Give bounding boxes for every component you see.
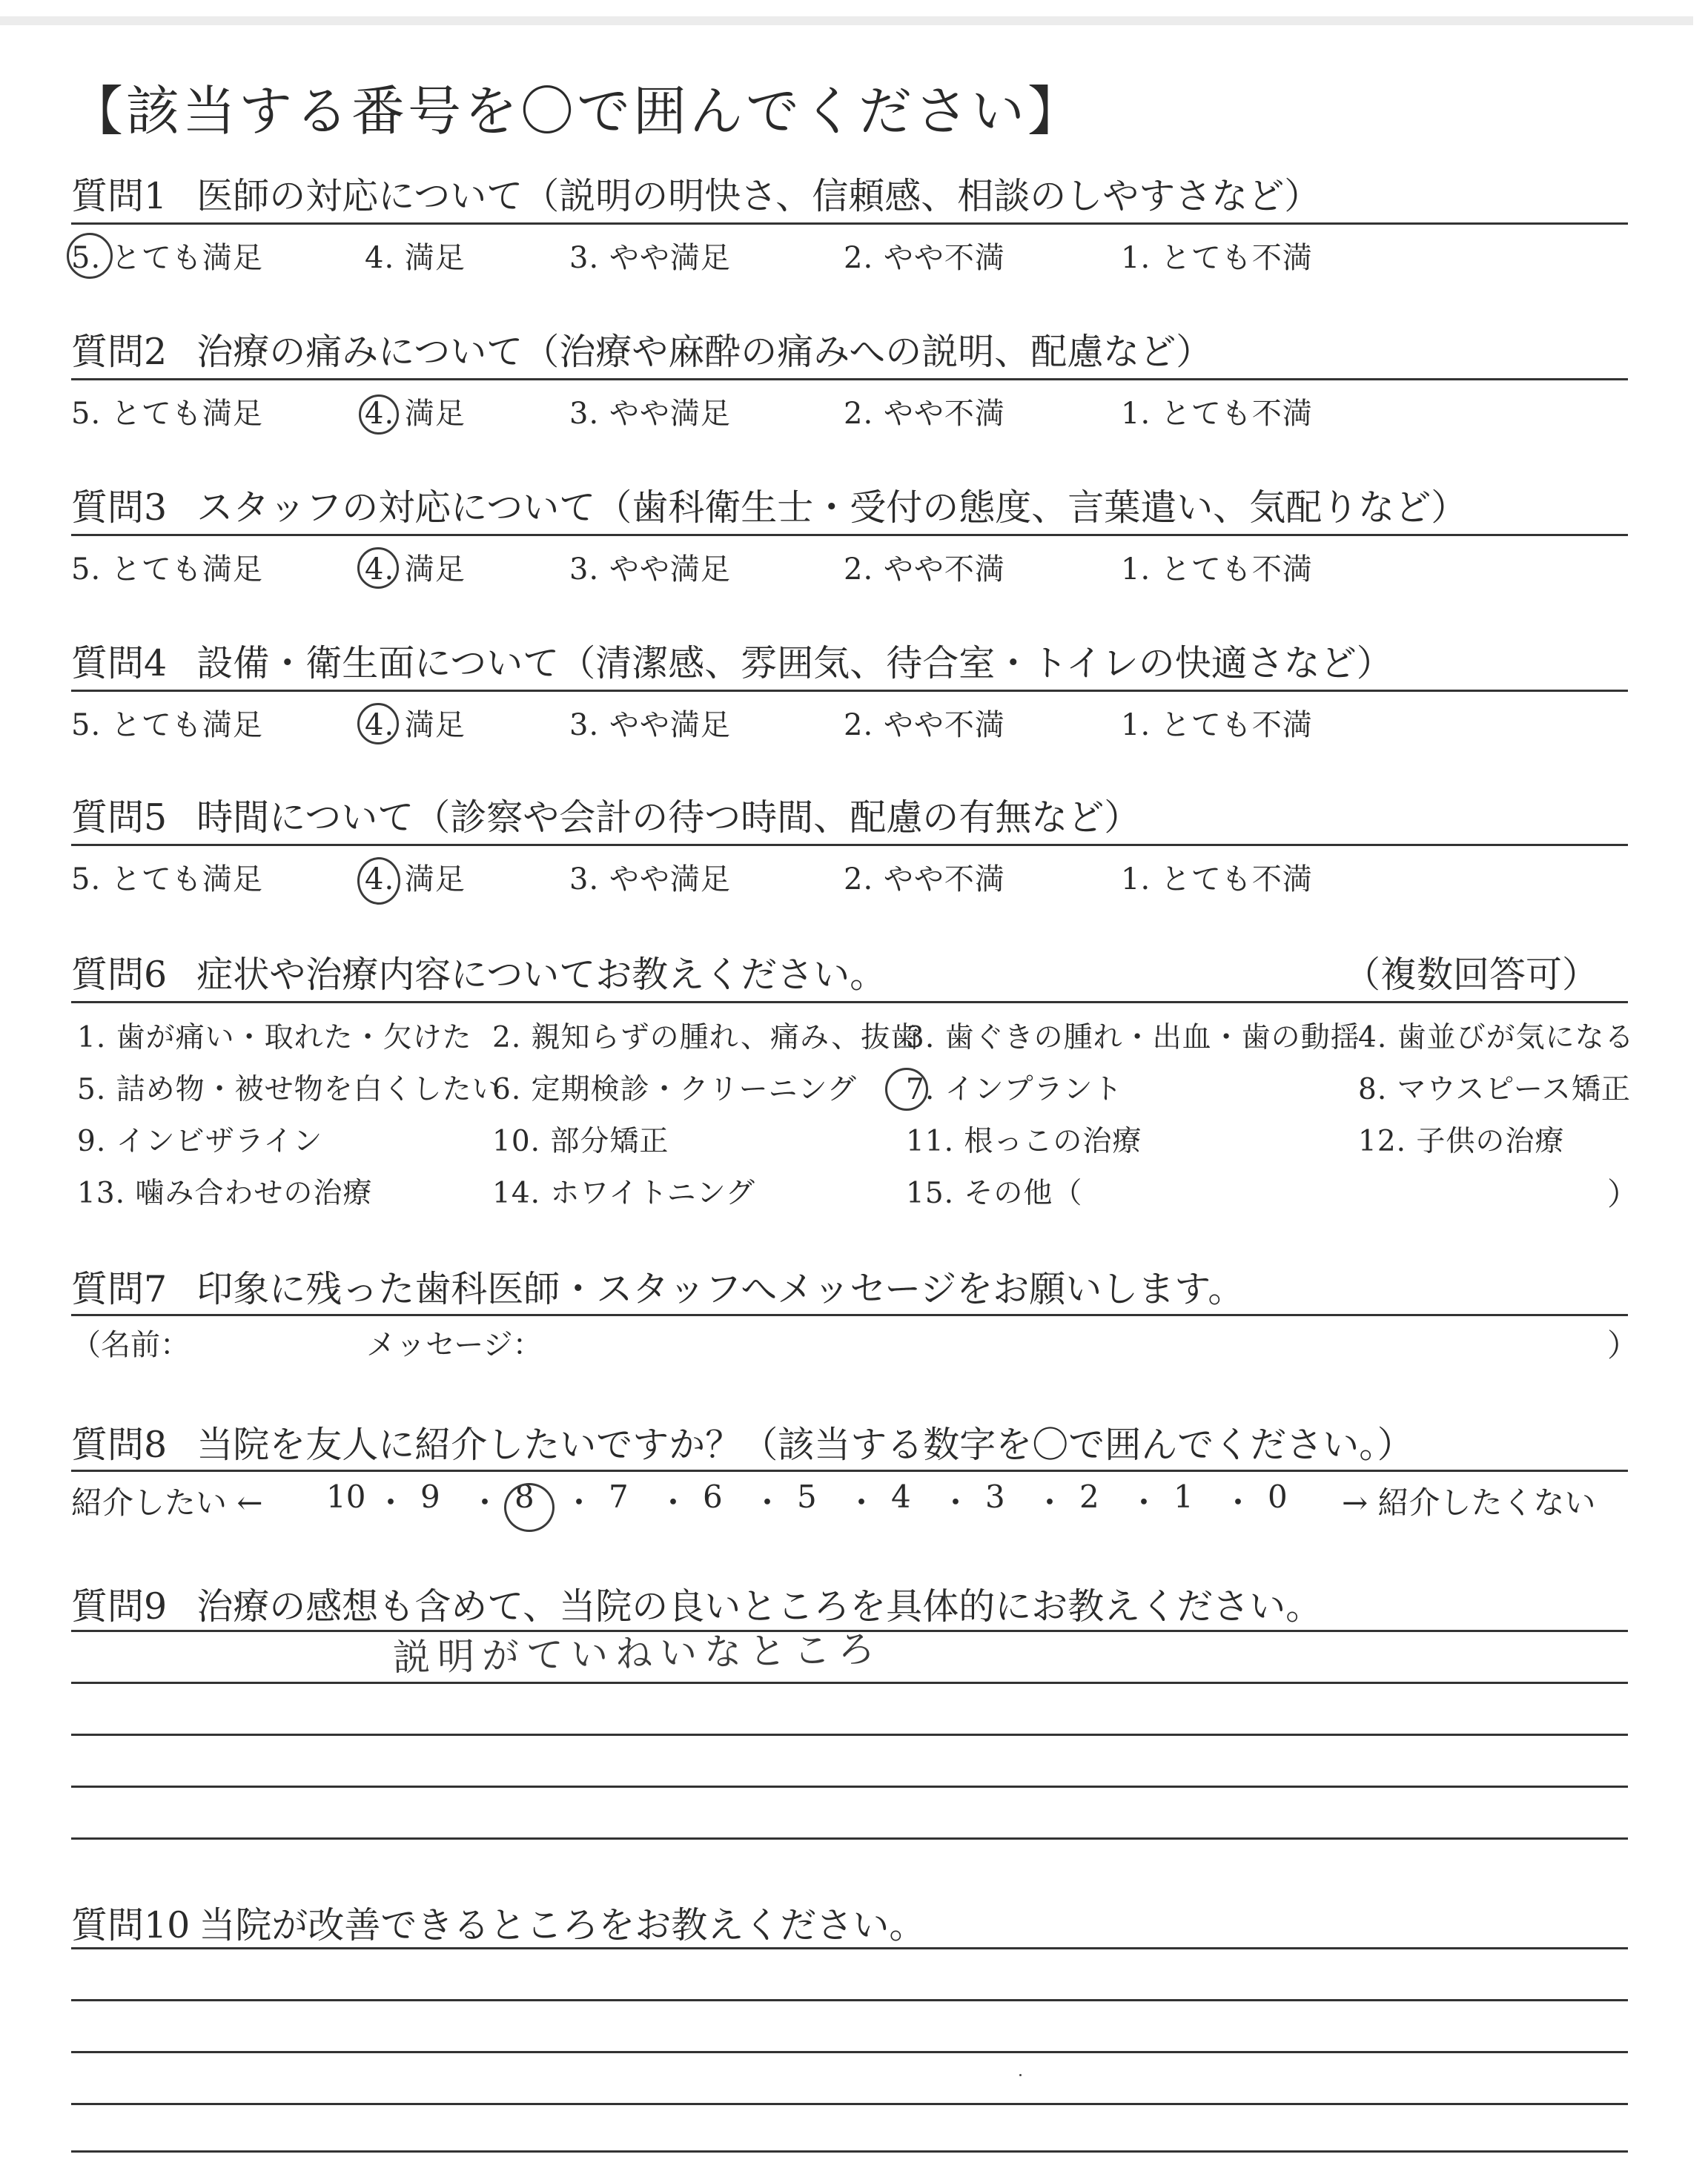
q6-option-8[interactable]: 8. マウスピース矯正 — [1358, 1073, 1631, 1106]
q1-option-4[interactable]: 4. 満足 — [365, 241, 466, 275]
q8-scale-separator: ・ — [752, 1484, 784, 1521]
q2-label: 質問2 — [71, 331, 168, 373]
q5-label: 質問5 — [71, 796, 168, 839]
q3-option-1[interactable]: 1. とても不満 — [1121, 552, 1313, 587]
q10-heading — [71, 1897, 925, 1949]
q9-label: 質問9 — [71, 1585, 168, 1628]
q8-scale-separator: ・ — [846, 1484, 878, 1521]
q6-other-close-paren: ） — [1607, 1176, 1639, 1212]
q1-rule — [71, 222, 1628, 225]
q3-heading — [71, 479, 1467, 531]
q5-text: 時間について（診察や会計の待つ時間、配慮の有無など） — [196, 796, 1141, 839]
q6-heading — [71, 946, 886, 998]
q9-answer-line-3 — [71, 1734, 1628, 1736]
q8-scale-value[interactable]: 5 — [797, 1479, 817, 1515]
q8-scale-separator: ・ — [1128, 1484, 1160, 1521]
q5-option-1[interactable]: 1. とても不満 — [1121, 862, 1313, 896]
q1-option-2[interactable]: 2. やや不満 — [844, 241, 1005, 275]
q10-answer-line-3 — [71, 2051, 1628, 2053]
q4-heading — [71, 635, 1393, 687]
q5-answer-circle — [357, 857, 400, 905]
q10-answer-line-1 — [71, 1947, 1628, 1949]
q8-scale-separator: ・ — [940, 1484, 972, 1521]
q2-heading — [71, 323, 1212, 375]
q4-option-1[interactable]: 1. とても不満 — [1121, 708, 1313, 742]
q3-option-4[interactable]: 4. 満足 — [365, 552, 466, 587]
q7-text: 印象に残った歯科医師・スタッフへメッセージをお願いします。 — [196, 1268, 1245, 1310]
q5-option-3[interactable]: 3. やや満足 — [569, 862, 731, 896]
q8-scale-value[interactable]: 8 — [514, 1479, 534, 1515]
q10-answer-line-4 — [71, 2103, 1628, 2105]
q8-scale-value[interactable]: 6 — [703, 1479, 723, 1515]
q2-option-1[interactable]: 1. とても不満 — [1121, 397, 1313, 431]
q3-option-5[interactable]: 5. とても満足 — [71, 552, 263, 587]
q8-left-label: 紹介したい ← — [71, 1484, 263, 1521]
q8-rule — [71, 1470, 1628, 1472]
q8-scale-separator: ・ — [469, 1484, 501, 1521]
q1-text: 医師の対応について（説明の明快さ、信頼感、相談のしやすさなど） — [196, 175, 1321, 217]
q8-scale-separator: ・ — [1034, 1484, 1066, 1521]
q4-option-4[interactable]: 4. 満足 — [365, 708, 466, 742]
form-title: 【該当する番号を〇で囲んでください】 — [70, 80, 1085, 142]
q8-scale-value[interactable]: 10 — [326, 1479, 366, 1515]
q3-label: 質問3 — [71, 486, 168, 529]
q4-option-5[interactable]: 5. とても満足 — [71, 708, 263, 742]
scan-speck — [1019, 2074, 1022, 2076]
q1-option-5[interactable]: 5. とても満足 — [71, 241, 263, 275]
q1-heading — [71, 168, 1320, 219]
scan-top-edge — [0, 16, 1693, 25]
q4-text: 設備・衛生面について（清潔感、雰囲気、待合室・トイレの快適さなど） — [196, 642, 1393, 684]
q8-scale-separator: ・ — [1222, 1484, 1254, 1521]
q6-option-2[interactable]: 2. 親知らずの腫れ、痛み、抜歯 — [492, 1021, 921, 1054]
q7-heading — [71, 1261, 1244, 1312]
q6-option-6[interactable]: 6. 定期検診・クリーニング — [492, 1073, 857, 1106]
q2-option-2[interactable]: 2. やや不満 — [844, 397, 1005, 431]
q6-option-15-other[interactable]: 15. その他（ — [906, 1177, 1083, 1210]
q6-option-5[interactable]: 5. 詰め物・被せ物を白くしたい — [77, 1073, 502, 1106]
q2-text: 治療の痛みについて（治療や麻酔の痛みへの説明、配慮など） — [196, 331, 1213, 373]
q4-label: 質問4 — [71, 642, 168, 684]
q9-answer-line-4 — [71, 1786, 1628, 1788]
q8-scale-separator: ・ — [658, 1484, 689, 1521]
q3-option-3[interactable]: 3. やや満足 — [569, 552, 731, 587]
q8-scale-separator: ・ — [375, 1484, 407, 1521]
q7-message-label: メッセージ： — [366, 1328, 543, 1362]
q3-text: スタッフの対応について（歯科衛生士・受付の態度、言葉遣い、気配りなど） — [196, 486, 1468, 529]
q4-option-3[interactable]: 3. やや満足 — [569, 708, 731, 742]
q2-option-4[interactable]: 4. 満足 — [365, 397, 466, 431]
q5-option-5[interactable]: 5. とても満足 — [71, 862, 263, 896]
q8-scale-value[interactable]: 0 — [1268, 1479, 1288, 1515]
q4-rule — [71, 690, 1628, 692]
q6-option-13[interactable]: 13. 噛み合わせの治療 — [77, 1177, 373, 1210]
q3-rule — [71, 534, 1628, 536]
q2-answer-circle — [359, 394, 399, 435]
q6-option-3[interactable]: 3. 歯ぐきの腫れ・出血・歯の動揺 — [906, 1021, 1360, 1054]
q6-option-12[interactable]: 12. 子供の治療 — [1358, 1125, 1565, 1158]
q3-option-2[interactable]: 2. やや不満 — [844, 552, 1005, 587]
q4-answer-circle — [357, 703, 399, 744]
q6-rule — [71, 1001, 1628, 1003]
q10-answer-line-5 — [71, 2150, 1628, 2153]
q6-option-10[interactable]: 10. 部分矯正 — [492, 1125, 669, 1158]
q9-answer-line-5 — [71, 1837, 1628, 1840]
q5-option-2[interactable]: 2. やや不満 — [844, 862, 1005, 896]
q6-text: 症状や治療内容についてお教えください。 — [196, 954, 887, 996]
q8-scale-value[interactable]: 7 — [609, 1479, 629, 1515]
q8-scale-value[interactable]: 1 — [1174, 1479, 1194, 1515]
q5-rule — [71, 844, 1628, 846]
q1-option-3[interactable]: 3. やや満足 — [569, 241, 731, 275]
q1-answer-circle — [67, 233, 113, 279]
q10-answer-line-2 — [71, 1999, 1628, 2001]
q8-scale-value[interactable]: 2 — [1079, 1479, 1099, 1515]
q8-label: 質問8 — [71, 1424, 168, 1466]
q8-scale-separator: ・ — [563, 1484, 595, 1521]
q4-option-2[interactable]: 2. やや不満 — [844, 708, 1005, 742]
q8-scale-value[interactable]: 4 — [891, 1479, 911, 1515]
q6-option-11[interactable]: 11. 根っこの治療 — [906, 1125, 1142, 1158]
q6-option-1[interactable]: 1. 歯が痛い・取れた・欠けた — [77, 1021, 472, 1054]
q1-label: 質問1 — [71, 175, 168, 217]
q10-label: 質問10 — [71, 1904, 191, 1946]
q6-option-14[interactable]: 14. ホワイトニング — [492, 1177, 755, 1210]
q7-rule — [71, 1314, 1628, 1316]
q5-option-4[interactable]: 4. 満足 — [365, 862, 466, 896]
q8-heading — [71, 1416, 1414, 1468]
q9-heading — [71, 1578, 1322, 1630]
q7-close-paren: ） — [1607, 1327, 1639, 1364]
q7-name-label: （名前： — [71, 1328, 190, 1362]
q6-option-9[interactable]: 9. インビザライン — [77, 1125, 323, 1158]
q3-answer-circle — [357, 547, 399, 589]
q6-answer-circle — [885, 1068, 928, 1111]
q8-text: 当院を友人に紹介したいですか？（該当する数字を〇で囲んでください。） — [196, 1424, 1414, 1466]
q6-option-7[interactable]: 7. インプラント — [906, 1073, 1123, 1106]
q7-label: 質問7 — [71, 1268, 168, 1310]
q8-answer-circle — [504, 1483, 555, 1532]
q9-answer-line-2 — [71, 1682, 1628, 1684]
q6-multiple-answers-note: （複数回答可） — [1343, 954, 1598, 996]
q8-scale-value[interactable]: 3 — [985, 1479, 1005, 1515]
q6-option-4[interactable]: 4. 歯並びが気になる — [1358, 1021, 1635, 1054]
q2-option-3[interactable]: 3. やや満足 — [569, 397, 731, 431]
q6-label: 質問6 — [71, 954, 168, 996]
q8-right-label: → 紹介したくない — [1342, 1484, 1596, 1521]
q2-rule — [71, 378, 1628, 380]
q8-scale-value[interactable]: 9 — [420, 1479, 440, 1515]
q5-heading — [71, 789, 1140, 841]
q9-text: 治療の感想も含めて、当院の良いところを具体的にお教えください。 — [196, 1585, 1323, 1628]
q2-option-5[interactable]: 5. とても満足 — [71, 397, 263, 431]
q1-option-1[interactable]: 1. とても不満 — [1121, 241, 1313, 275]
q9-handwritten-answer: 説明がていねいなところ — [392, 1628, 883, 1680]
q10-text: 当院が改善できるところをお教えください。 — [199, 1904, 926, 1946]
